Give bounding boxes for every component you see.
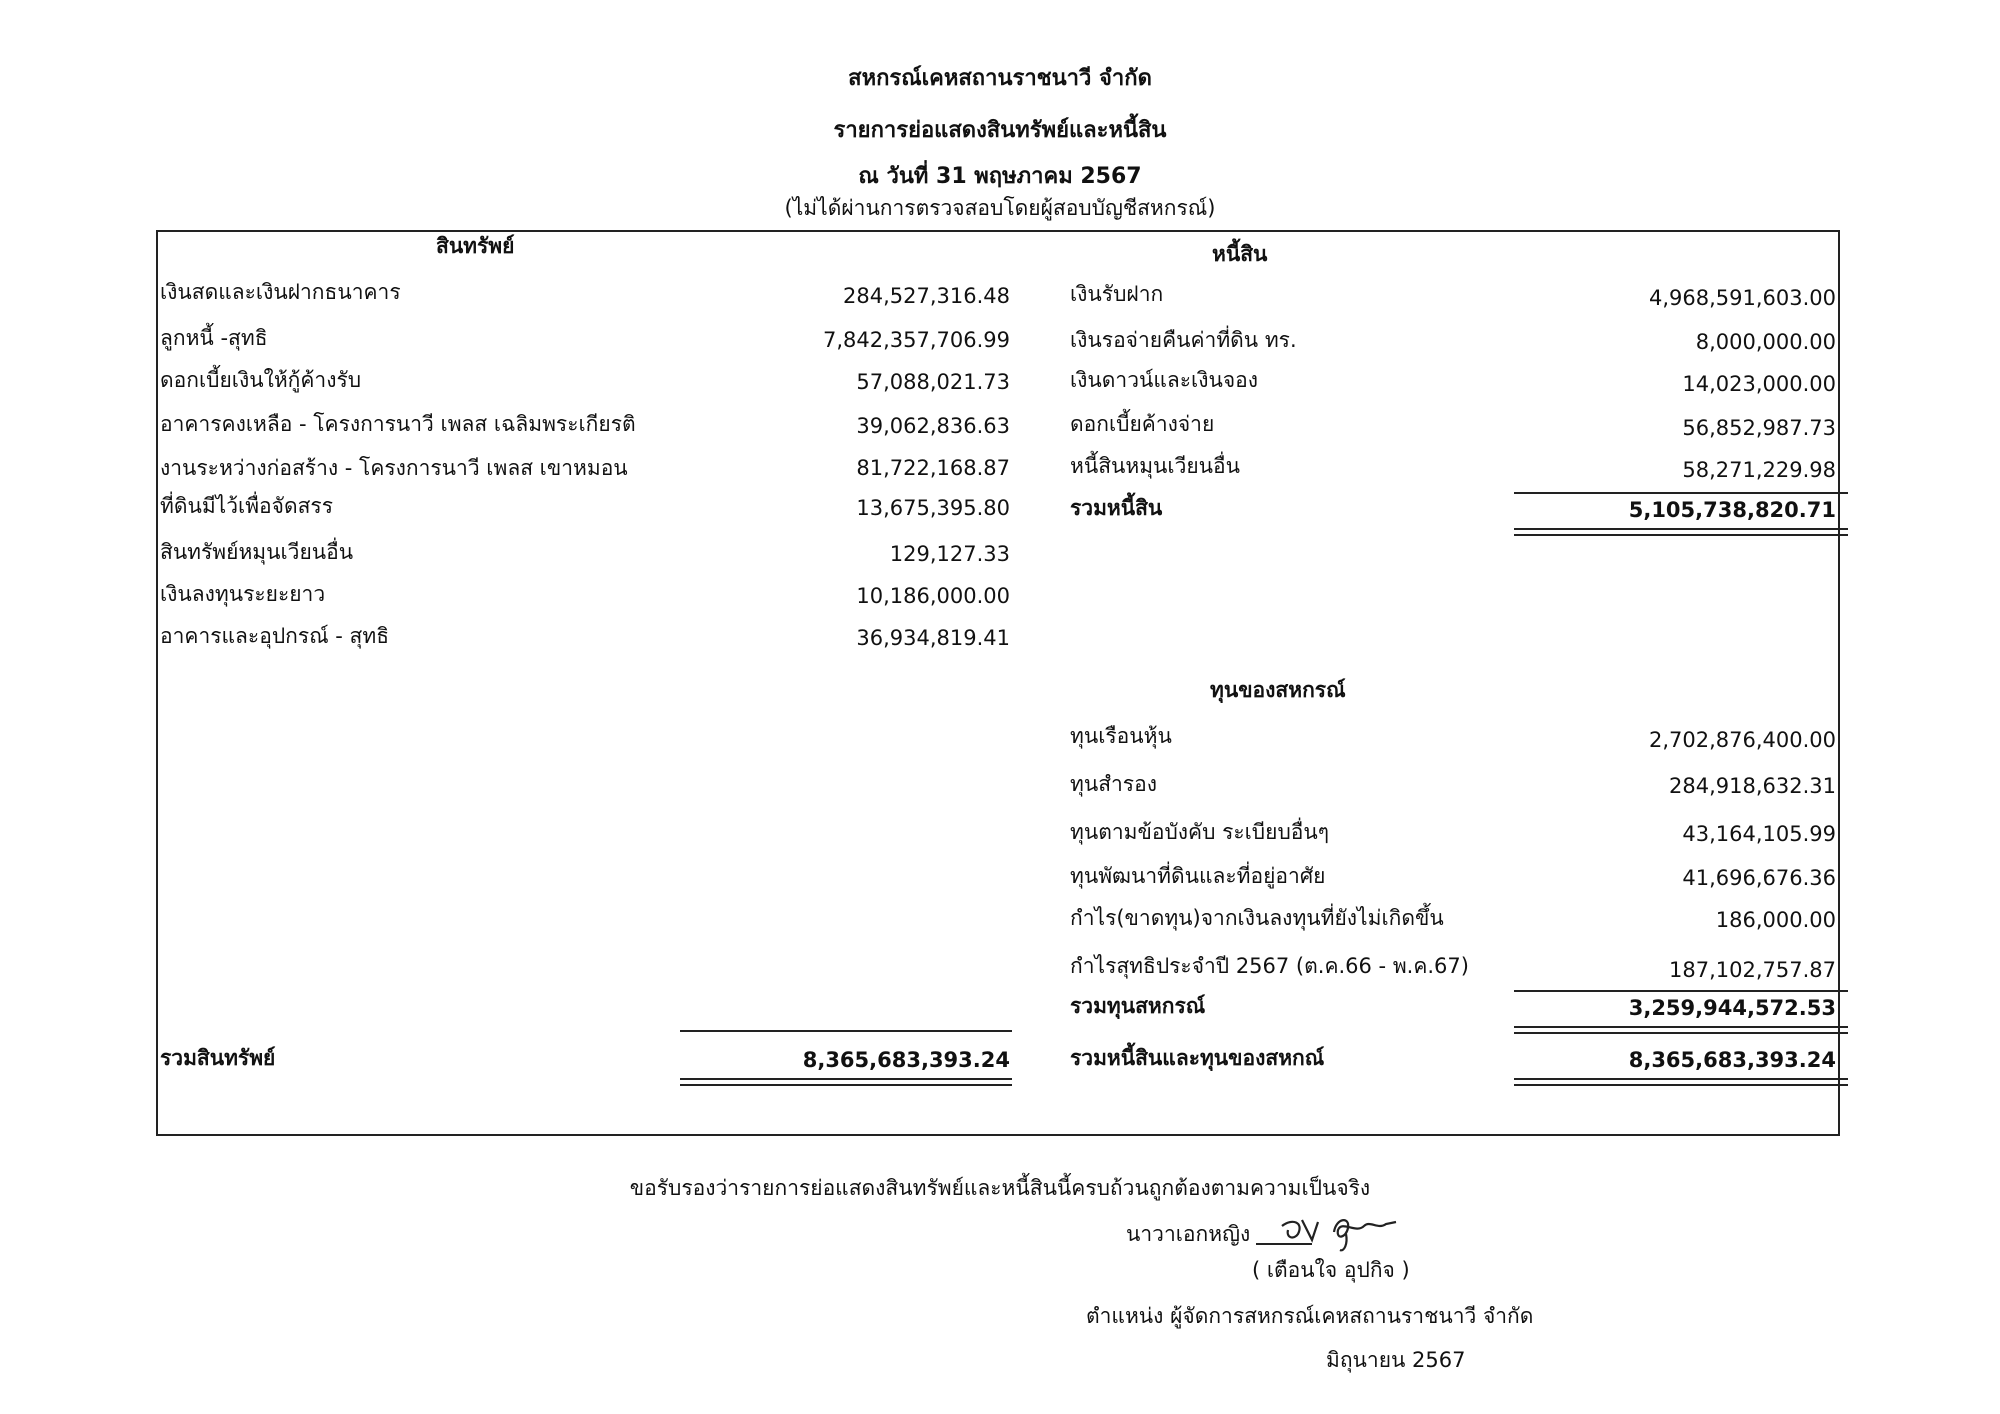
liabilities-total-value: 5,105,738,820.71: [1628, 498, 1836, 522]
liability-label: เงินดาวน์และเงินจอง: [1070, 368, 1259, 392]
asset-label: งานระหว่างก่อสร้าง - โครงการนาวี เพลส เขาหมอน: [160, 456, 628, 480]
equity-value: 41,696,676.36: [1682, 866, 1836, 890]
assets-total-value: 8,365,683,393.24: [802, 1048, 1010, 1072]
liability-value: 4,968,591,603.00: [1648, 286, 1836, 310]
liability-value: 58,271,229.98: [1682, 458, 1836, 482]
grand-total-value: 8,365,683,393.24: [1628, 1048, 1836, 1072]
equity-value: 2,702,876,400.00: [1648, 728, 1836, 752]
statement-date: ณ วันที่ 31 พฤษภาคม 2567: [858, 164, 1142, 189]
equity-label: ทุนพัฒนาที่ดินและที่อยู่อาศัย: [1070, 864, 1326, 888]
equity-label: ทุนสำรอง: [1070, 772, 1157, 796]
statement-title: รายการย่อแสดงสินทรัพย์และหนี้สิน: [833, 118, 1167, 143]
asset-label: อาคารและอุปกรณ์ - สุทธิ: [160, 624, 390, 648]
equity-subtotal-line: [1514, 990, 1848, 992]
asset-value: 129,127.33: [889, 542, 1010, 566]
audit-note: (ไม่ได้ผ่านการตรวจสอบโดยผู้สอบบัญชีสหกรณ์): [784, 196, 1216, 220]
asset-value: 81,722,168.87: [856, 456, 1010, 480]
equity-value: 284,918,632.31: [1669, 774, 1836, 798]
asset-label: ที่ดินมีไว้เพื่อจัดสรร: [160, 494, 333, 518]
asset-label: เงินสดและเงินฝากธนาคาร: [160, 280, 401, 304]
asset-label: ลูกหนี้ -สุทธิ: [160, 326, 268, 350]
equity-total-label: รวมทุนสหกรณ์: [1070, 994, 1206, 1018]
signed-date: มิถุนายน 2567: [1326, 1348, 1466, 1372]
equity-value: 187,102,757.87: [1669, 958, 1836, 982]
asset-label: เงินลงทุนระยะยาว: [160, 582, 326, 606]
asset-value: 284,527,316.48: [843, 284, 1010, 308]
assets-total-double-line: [680, 1078, 1012, 1086]
grand-total-double-line: [1514, 1078, 1848, 1086]
equity-label: ทุนเรือนหุ้น: [1070, 724, 1172, 748]
equity-total-double-line: [1514, 1026, 1848, 1034]
certification-text: ขอรับรองว่ารายการย่อแสดงสินทรัพย์และหนี้สินนี้ครบถ้วนถูกต้องตามความเป็นจริง: [629, 1176, 1371, 1200]
statement-frame: [156, 230, 1840, 1136]
signer-name: ( เตือนใจ อุปกิจ ): [1252, 1258, 1410, 1282]
equity-value: 43,164,105.99: [1682, 822, 1836, 846]
asset-value: 10,186,000.00: [856, 584, 1010, 608]
signature-mark: [1252, 1210, 1402, 1254]
liabilities-heading: หนี้สิน: [1212, 242, 1268, 266]
asset-label: ดอกเบี้ยเงินให้กู้ค้างรับ: [160, 368, 362, 392]
asset-value: 7,842,357,706.99: [822, 328, 1010, 352]
liability-label: ดอกเบี้ยค้างจ่าย: [1070, 412, 1215, 436]
assets-subtotal-line: [680, 1030, 1012, 1032]
assets-total-label: รวมสินทรัพย์: [160, 1046, 276, 1070]
liabilities-total-double-line: [1514, 528, 1848, 536]
liabilities-total-label: รวมหนี้สิน: [1070, 496, 1163, 520]
org-name: สหกรณ์เคหสถานราชนาวี จำกัด: [848, 66, 1152, 91]
liability-label: เงินรอจ่ายคืนค่าที่ดิน ทร.: [1070, 328, 1297, 352]
signer-position: ตำแหน่ง ผู้จัดการสหกรณ์เคหสถานราชนาวี จำกัด: [1086, 1304, 1534, 1328]
asset-label: อาคารคงเหลือ - โครงการนาวี เพลส เฉลิมพระเกียรติ: [160, 412, 636, 436]
liabilities-subtotal-line: [1514, 492, 1848, 494]
equity-label: กำไร(ขาดทุน)จากเงินลงทุนที่ยังไม่เกิดขึ้น: [1070, 906, 1444, 930]
equity-total-value: 3,259,944,572.53: [1628, 996, 1836, 1020]
liability-label: หนี้สินหมุนเวียนอื่น: [1070, 454, 1241, 478]
asset-value: 36,934,819.41: [856, 626, 1010, 650]
equity-label: กำไรสุทธิประจำปี 2567 (ต.ค.66 - พ.ค.67): [1070, 954, 1469, 978]
asset-value: 39,062,836.63: [856, 414, 1010, 438]
assets-heading: สินทรัพย์: [436, 234, 515, 258]
asset-label: สินทรัพย์หมุนเวียนอื่น: [160, 540, 354, 564]
equity-heading: ทุนของสหกรณ์: [1210, 678, 1346, 702]
asset-value: 13,675,395.80: [856, 496, 1010, 520]
equity-label: ทุนตามข้อบังคับ ระเบียบอื่นๆ: [1070, 820, 1330, 844]
liability-label: เงินรับฝาก: [1070, 282, 1164, 306]
liability-value: 14,023,000.00: [1682, 372, 1836, 396]
asset-value: 57,088,021.73: [856, 370, 1010, 394]
signer-rank: นาวาเอกหญิง: [1126, 1222, 1251, 1246]
equity-value: 186,000.00: [1715, 908, 1836, 932]
liability-value: 8,000,000.00: [1695, 330, 1836, 354]
grand-total-label: รวมหนี้สินและทุนของสหกณ์: [1070, 1046, 1325, 1070]
liability-value: 56,852,987.73: [1682, 416, 1836, 440]
